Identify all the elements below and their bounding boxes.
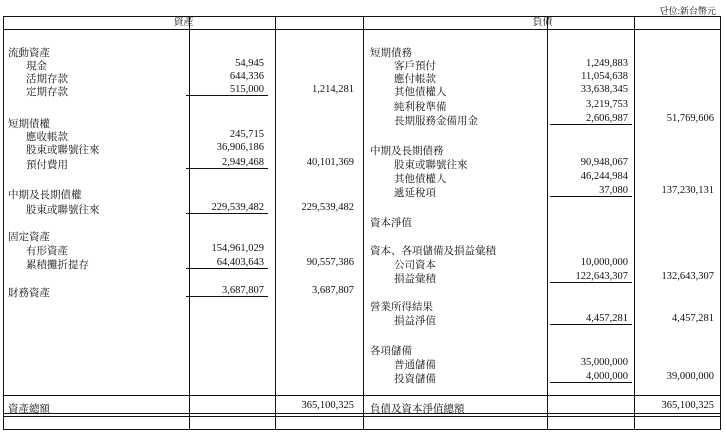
- item-label: 其他債權人: [394, 87, 447, 98]
- col-divider: [275, 17, 276, 429]
- item-label: 累積攤折提存: [26, 260, 89, 271]
- assets-total-label: 資產總額: [8, 404, 50, 415]
- item-value: 644,336: [229, 71, 264, 82]
- assets-header: 資產: [173, 17, 194, 28]
- item-value: 1,249,883: [586, 58, 628, 69]
- item-value: 3,219,753: [586, 99, 628, 110]
- item-value: 4,457,281: [550, 313, 632, 325]
- col-divider: [547, 17, 548, 429]
- section-title-short-debt: 短期債務: [370, 48, 412, 59]
- subtotal-value: 40,101,369: [306, 157, 354, 168]
- section-title-short-receivable: 短期債權: [8, 119, 50, 130]
- liabilities-total-value: 365,100,325: [661, 400, 714, 411]
- subtotal-value: 229,539,482: [301, 202, 354, 213]
- item-value: 2,949,468: [186, 157, 268, 169]
- item-value: 4,000,000: [550, 371, 632, 383]
- item-label: 損益彙積: [394, 274, 436, 285]
- item-label: 股東或聯號往來: [26, 145, 100, 156]
- item-label: 有形資產: [26, 246, 68, 257]
- section-title-net-equity: 資本淨值: [370, 218, 412, 229]
- subtotal-value: 3,687,807: [312, 285, 354, 296]
- item-label: 股東或聯號往來: [26, 205, 100, 216]
- subtotal-value: 4,457,281: [672, 313, 714, 324]
- section-title-capital-reserves: 資本、各項儲備及損益彙積: [370, 246, 496, 257]
- section-title-reserves: 各項儲備: [370, 346, 412, 357]
- col-divider: [189, 17, 190, 429]
- item-label: 損益淨值: [394, 316, 436, 327]
- item-value: 37,080: [550, 185, 632, 197]
- subtotal-value: 132,643,307: [661, 271, 714, 282]
- item-value: 11,054,638: [581, 71, 628, 82]
- section-title-mid-long-debt: 中期及長期債務: [370, 146, 444, 157]
- item-label: 定期存款: [26, 87, 68, 98]
- item-value: 245,715: [229, 129, 264, 140]
- item-value: 36,906,186: [216, 142, 264, 153]
- subtotal-value: 90,557,386: [306, 257, 354, 268]
- item-value: 64,403,643: [186, 257, 268, 269]
- item-label: 其他債權人: [394, 174, 447, 185]
- section-title-current-assets: 流動資產: [8, 48, 50, 59]
- liabilities-total-label: 負債及資本淨值總額: [370, 404, 465, 415]
- item-label: 長期服務金備用金: [394, 116, 478, 127]
- subtotal-value: 51,769,606: [666, 113, 714, 124]
- item-label: 公司資本: [394, 260, 436, 271]
- item-value: 46,244,984: [580, 171, 628, 182]
- item-value: 122,643,307: [550, 271, 632, 283]
- section-title-mid-long-receivable: 中期及長期債權: [8, 190, 82, 201]
- item-label: 遞延稅項: [394, 188, 436, 199]
- item-value: 154,961,029: [211, 243, 264, 254]
- item-value: 10,000,000: [580, 257, 628, 268]
- total-double-line: [4, 413, 720, 417]
- subtotal-value: 1,214,281: [312, 84, 354, 95]
- item-value: 2,606,987: [550, 113, 632, 125]
- total-top-line: [4, 395, 720, 396]
- item-label: 股東或聯號往來: [394, 160, 468, 171]
- item-label: 活期存款: [26, 74, 68, 85]
- section-title-fixed-assets: 固定資產: [8, 232, 50, 243]
- section-title-financial-assets: 財務資產: [8, 288, 50, 299]
- item-value: 515,000: [186, 84, 268, 96]
- item-label: 普通儲備: [394, 360, 436, 371]
- item-value: 33,638,345: [580, 84, 628, 95]
- subtotal-value: 137,230,131: [661, 185, 714, 196]
- item-label: 應收帳款: [26, 132, 68, 143]
- currency-unit-label: 단位:新台幣元: [659, 6, 716, 16]
- item-value: 3,687,807: [186, 285, 268, 297]
- section-title-operating-result: 營業所得結果: [370, 302, 433, 313]
- item-value: 35,000,000: [580, 357, 628, 368]
- item-label: 客戶預付: [394, 61, 436, 72]
- subtotal-value: 39,000,000: [666, 371, 714, 382]
- liabilities-header: 負債: [532, 17, 553, 28]
- item-value: 54,945: [235, 58, 264, 69]
- item-label: 投資儲備: [394, 374, 436, 385]
- item-value: 229,539,482: [186, 202, 268, 214]
- col-divider: [634, 17, 635, 429]
- header-divider: [4, 29, 720, 30]
- assets-total-value: 365,100,325: [301, 400, 354, 411]
- item-label: 純利稅準備: [394, 102, 447, 113]
- item-value: 90,948,067: [580, 157, 628, 168]
- item-label: 現金: [26, 61, 47, 72]
- item-label: 預付費用: [26, 160, 68, 171]
- balance-sheet-table: [3, 16, 721, 430]
- item-label: 應付帳款: [394, 74, 436, 85]
- col-divider-middle: [363, 17, 364, 429]
